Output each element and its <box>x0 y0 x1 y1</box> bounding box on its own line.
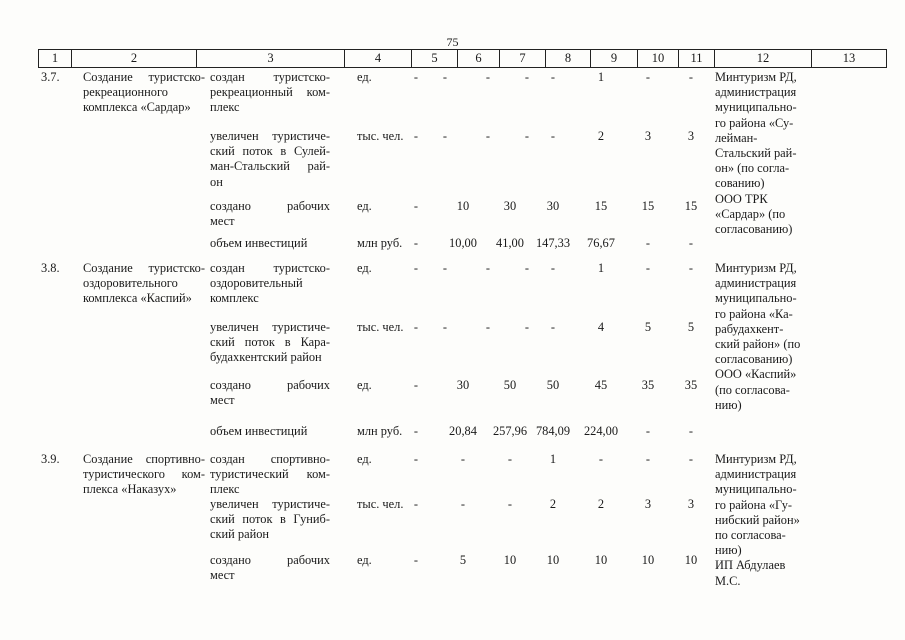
value-cell: - <box>413 129 419 143</box>
value-cell: - <box>413 452 419 466</box>
responsible-org-line: администрация <box>715 85 797 100</box>
indicator-line: мест <box>210 393 235 408</box>
section-title-line: туристического ком- <box>83 467 205 482</box>
value-cell: 257,96 <box>492 424 528 438</box>
section-title-line: рекреационного <box>83 85 168 100</box>
responsible-org-line: Минтуризм РД, <box>715 452 797 466</box>
indicator-line: ман-Стальский рай- <box>210 159 330 174</box>
responsible-org-line: ский район» (по <box>715 337 801 351</box>
value-cell: 15 <box>594 199 608 213</box>
indicator-line: рекреационный ком- <box>210 85 330 100</box>
value-cell: 50 <box>546 378 560 392</box>
section-title-line: плекса «Наказух» <box>83 482 177 497</box>
responsible-org-line: по согласова- <box>715 528 786 542</box>
value-cell: 2 <box>597 129 605 143</box>
header-col-9: 9 <box>591 50 638 68</box>
value-cell: 10 <box>503 553 517 567</box>
section-title-line: комплекса «Сардар» <box>83 100 191 115</box>
value-cell: - <box>550 261 556 275</box>
responsible-org-line: муниципально- <box>715 100 797 115</box>
value-cell: 15 <box>641 199 655 213</box>
value-cell: - <box>645 70 651 84</box>
value-cell: 1 <box>549 452 557 466</box>
value-cell: - <box>413 424 419 438</box>
value-cell: - <box>524 70 530 84</box>
responsible-org-line: ООО ТРК <box>715 191 768 206</box>
indicator-line: объем инвестиций <box>210 236 308 250</box>
value-cell: 10 <box>456 199 470 213</box>
value-cell: - <box>442 320 448 334</box>
responsible-org-line: го района «Ка- <box>715 306 793 321</box>
value-cell: 4 <box>597 320 605 334</box>
indicator-line: создано рабочих <box>210 378 330 392</box>
responsible-org-line: администрация <box>715 467 797 482</box>
value-cell: - <box>688 452 694 466</box>
unit-cell: тыс. чел. <box>357 129 404 143</box>
section-number: 3.7. <box>41 70 60 84</box>
value-cell: 2 <box>597 497 605 511</box>
value-cell: - <box>413 320 419 334</box>
responsible-org-line: согласованию) <box>715 352 793 367</box>
unit-cell: ед. <box>357 553 372 567</box>
header-col-7: 7 <box>500 50 546 68</box>
value-cell: - <box>645 424 651 438</box>
responsible-org-line: он» (по согла- <box>715 161 790 176</box>
indicator-line: увеличен туристиче- <box>210 320 330 334</box>
indicator-line: увеличен туристиче- <box>210 497 330 511</box>
responsible-org-line: ИП Абдулаев <box>715 558 786 573</box>
responsible-org-line: нию) <box>715 543 742 558</box>
value-cell: 45 <box>594 378 608 392</box>
value-cell: 10 <box>641 553 655 567</box>
value-cell: - <box>645 452 651 466</box>
indicator-line: ский поток в Кара- <box>210 335 330 350</box>
value-cell: - <box>442 70 448 84</box>
indicator-line: объем инвестиций <box>210 424 308 438</box>
responsible-org-line: Минтуризм РД, <box>715 70 797 84</box>
value-cell: 784,09 <box>535 424 571 438</box>
value-cell: - <box>413 236 419 250</box>
header-col-1: 1 <box>39 50 72 68</box>
value-cell: - <box>485 320 491 334</box>
header-col-2: 2 <box>72 50 197 68</box>
value-cell: - <box>688 261 694 275</box>
unit-cell: млн руб. <box>357 236 403 250</box>
indicator-line: будахкентский район <box>210 350 322 365</box>
section-title-line: Создание туристско- <box>83 261 205 275</box>
value-cell: - <box>485 129 491 143</box>
value-cell: - <box>485 261 491 275</box>
value-cell: - <box>442 129 448 143</box>
header-col-11: 11 <box>679 50 715 68</box>
value-cell: 5 <box>459 553 467 567</box>
responsible-org-line: муниципально- <box>715 482 797 497</box>
unit-cell: ед. <box>357 261 372 275</box>
value-cell: 2 <box>549 497 557 511</box>
indicator-line: плекс <box>210 100 240 115</box>
responsible-org-line: нию) <box>715 397 742 412</box>
value-cell: - <box>688 236 694 250</box>
value-cell: 3 <box>644 497 652 511</box>
responsible-org-line: администрация <box>715 276 797 291</box>
unit-cell: ед. <box>357 452 372 466</box>
value-cell: 1 <box>597 261 605 275</box>
value-cell: - <box>507 497 513 511</box>
value-cell: 41,00 <box>496 236 524 250</box>
value-cell: - <box>413 70 419 84</box>
value-cell: 50 <box>503 378 517 392</box>
header-col-12: 12 <box>715 50 812 68</box>
indicator-line: создан туристско- <box>210 261 330 275</box>
value-cell: 35 <box>684 378 698 392</box>
responsible-org-line: согласованию) <box>715 222 793 236</box>
indicator-line: туристический ком- <box>210 467 330 482</box>
value-cell: - <box>550 129 556 143</box>
value-cell: 1 <box>597 70 605 84</box>
responsible-org-line: нибский район» <box>715 512 800 527</box>
column-header-row <box>38 49 887 68</box>
indicator-line: плекс <box>210 482 240 497</box>
value-cell: - <box>524 129 530 143</box>
indicator-line: мест <box>210 214 235 229</box>
value-cell: 10 <box>594 553 608 567</box>
value-cell: - <box>413 553 419 567</box>
value-cell: - <box>413 378 419 392</box>
section-number: 3.9. <box>41 452 60 466</box>
value-cell: 30 <box>546 199 560 213</box>
value-cell: 147,33 <box>535 236 571 250</box>
value-cell: 20,84 <box>449 424 477 438</box>
unit-cell: ед. <box>357 199 372 213</box>
header-col-8: 8 <box>546 50 591 68</box>
responsible-org-line: го района «Гу- <box>715 497 793 512</box>
indicator-line: создан туристско- <box>210 70 330 84</box>
responsible-org-line: лейман- <box>715 130 758 145</box>
value-cell: 10 <box>546 553 560 567</box>
value-cell: 35 <box>641 378 655 392</box>
header-col-6: 6 <box>458 50 500 68</box>
indicator-line: ский поток в Сулей- <box>210 144 330 159</box>
value-cell: 224,00 <box>583 424 619 438</box>
header-col-13: 13 <box>812 50 887 68</box>
value-cell: - <box>688 70 694 84</box>
section-title-line: оздоровительного <box>83 276 178 291</box>
value-cell: 3 <box>687 129 695 143</box>
indicator-line: он <box>210 174 223 189</box>
value-cell: 10 <box>684 553 698 567</box>
value-cell: 3 <box>644 129 652 143</box>
responsible-org-line: М.С. <box>715 573 741 588</box>
indicator-line: создано рабочих <box>210 199 330 213</box>
indicator-line: мест <box>210 568 235 583</box>
value-cell: 76,67 <box>587 236 615 250</box>
responsible-org-line: сованию) <box>715 176 765 191</box>
indicator-line: оздоровительный <box>210 276 303 291</box>
value-cell: - <box>413 199 419 213</box>
value-cell: 3 <box>687 497 695 511</box>
value-cell: - <box>598 452 604 466</box>
value-cell: - <box>645 236 651 250</box>
indicator-line: создан спортивно- <box>210 452 330 466</box>
value-cell: - <box>442 261 448 275</box>
indicator-line: создано рабочих <box>210 553 330 567</box>
value-cell: - <box>413 497 419 511</box>
value-cell: 30 <box>503 199 517 213</box>
responsible-org-line: Стальский рай- <box>715 146 797 160</box>
value-cell: 15 <box>684 199 698 213</box>
responsible-org-line: го района «Су- <box>715 115 794 130</box>
unit-cell: ед. <box>357 378 372 392</box>
value-cell: 5 <box>644 320 652 334</box>
indicator-line: комплекс <box>210 291 259 306</box>
responsible-org-line: Минтуризм РД, <box>715 261 797 275</box>
responsible-org-line: муниципально- <box>715 291 797 306</box>
value-cell: - <box>413 261 419 275</box>
value-cell: - <box>460 497 466 511</box>
header-col-3: 3 <box>197 50 345 68</box>
value-cell: 30 <box>456 378 470 392</box>
responsible-org-line: (по согласова- <box>715 382 790 397</box>
header-col-4: 4 <box>345 50 412 68</box>
responsible-org-line: ООО «Каспий» <box>715 367 797 382</box>
responsible-org-line: «Сардар» (по <box>715 206 786 221</box>
indicator-line: ский поток в Гуниб- <box>210 512 330 527</box>
indicator-line: увеличен туристиче- <box>210 129 330 143</box>
unit-cell: тыс. чел. <box>357 320 404 334</box>
value-cell: - <box>645 261 651 275</box>
indicator-line: ский район <box>210 527 270 542</box>
unit-cell: ед. <box>357 70 372 84</box>
value-cell: - <box>524 320 530 334</box>
section-title-line: Создание спортивно- <box>83 452 205 466</box>
value-cell: 5 <box>687 320 695 334</box>
value-cell: - <box>507 452 513 466</box>
value-cell: - <box>485 70 491 84</box>
value-cell: - <box>688 424 694 438</box>
value-cell: - <box>550 70 556 84</box>
section-title-line: Создание туристско- <box>83 70 205 84</box>
header-col-5: 5 <box>412 50 458 68</box>
page-number: 75 <box>446 35 459 49</box>
unit-cell: тыс. чел. <box>357 497 404 511</box>
value-cell: 10,00 <box>449 236 477 250</box>
responsible-org-line: рабудахкент- <box>715 321 784 336</box>
value-cell: - <box>524 261 530 275</box>
section-number: 3.8. <box>41 261 60 275</box>
header-col-10: 10 <box>638 50 679 68</box>
unit-cell: млн руб. <box>357 424 403 438</box>
value-cell: - <box>550 320 556 334</box>
section-title-line: комплекса «Каспий» <box>83 291 192 306</box>
value-cell: - <box>460 452 466 466</box>
